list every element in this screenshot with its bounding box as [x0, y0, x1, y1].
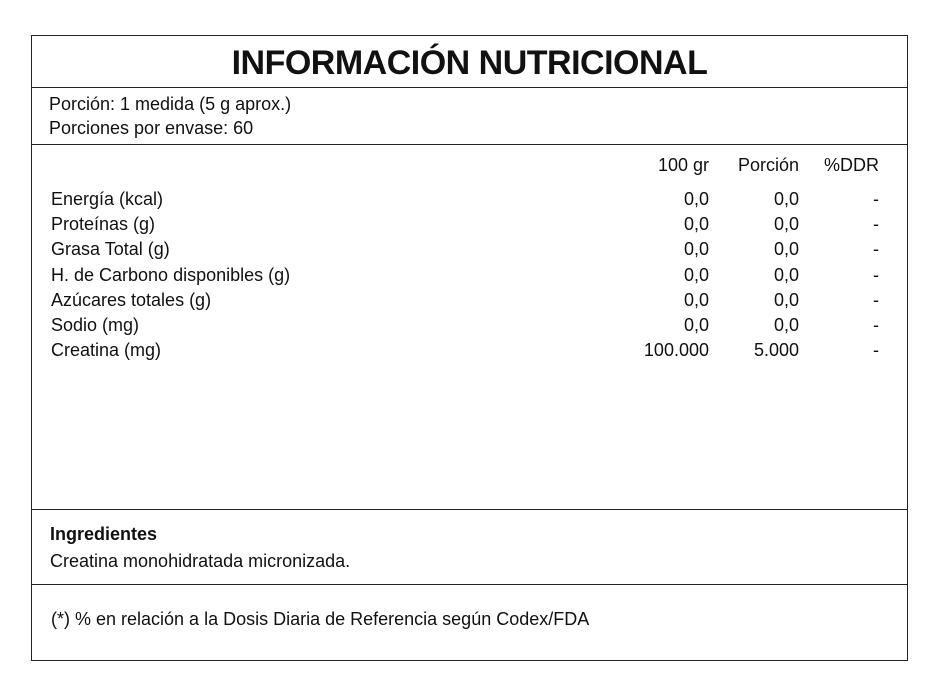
nutrient-ddr: -: [873, 214, 879, 235]
nutrient-name: Energía (kcal): [51, 189, 164, 209]
table-row: [32, 212, 907, 237]
serving-size: Porción: 1 medida (5 g aprox.): [49, 94, 292, 114]
nutrient-per100: 100.000: [643, 340, 709, 361]
nutrient-per100: 0,0: [683, 189, 709, 209]
nutrient-per-serving: 5.000: [753, 340, 799, 361]
nutrient-ddr: -: [873, 314, 879, 335]
ddr-footnote: (*) % en relación a la Dosis Diaria de Referencia según Codex/FDA: [51, 609, 590, 629]
nutrient-per100: 0,0: [683, 289, 709, 310]
nutrient-ddr: -: [873, 289, 879, 310]
column-header-100g: 100 gr: [657, 155, 709, 175]
table-row: [32, 263, 907, 288]
nutrient-per-serving: 0,0: [773, 264, 799, 285]
table-row: [32, 237, 907, 262]
nutrient-name: Creatina (mg): [51, 340, 162, 361]
nutrient-name: Sodio (mg): [51, 314, 140, 335]
table-row: [32, 187, 907, 212]
nutrient-ddr: -: [873, 189, 879, 209]
table-row: [32, 288, 907, 313]
nutrient-ddr: -: [873, 340, 879, 361]
ingredients-heading: Ingredientes: [50, 524, 158, 544]
ingredients-section: [32, 510, 907, 585]
nutrient-ddr: -: [873, 264, 879, 285]
nutrient-per-serving: 0,0: [773, 239, 799, 260]
nutrient-ddr: -: [873, 239, 879, 260]
nutrient-per100: 0,0: [683, 214, 709, 235]
nutrition-facts-panel: [31, 35, 908, 661]
nutrient-per-serving: 0,0: [773, 214, 799, 235]
nutrient-per-serving: 0,0: [773, 289, 799, 310]
nutrition-title: INFORMACIÓN NUTRICIONAL: [32, 36, 907, 88]
nutrient-per-serving: 0,0: [773, 314, 799, 335]
nutrient-name: Azúcares totales (g): [51, 289, 212, 310]
nutrient-name: H. de Carbono disponibles (g): [51, 264, 291, 285]
nutrient-rows: [32, 187, 907, 363]
nutrient-name: Grasa Total (g): [51, 239, 170, 260]
servings-per-container: Porciones por envase: 60: [49, 118, 254, 138]
nutrient-per100: 0,0: [683, 264, 709, 285]
nutrient-table: [32, 145, 907, 510]
serving-info: [32, 88, 907, 145]
ingredients-text: Creatina monohidratada micronizada.: [50, 551, 351, 571]
table-row: [32, 338, 907, 363]
column-header-serving: Porción: [737, 155, 799, 175]
nutrient-per-serving: 0,0: [773, 189, 799, 209]
table-row: [32, 313, 907, 338]
nutrient-name: Proteínas (g): [51, 214, 156, 235]
column-header-ddr: %DDR: [823, 155, 879, 175]
nutrient-per100: 0,0: [683, 314, 709, 335]
nutrient-per100: 0,0: [683, 239, 709, 260]
